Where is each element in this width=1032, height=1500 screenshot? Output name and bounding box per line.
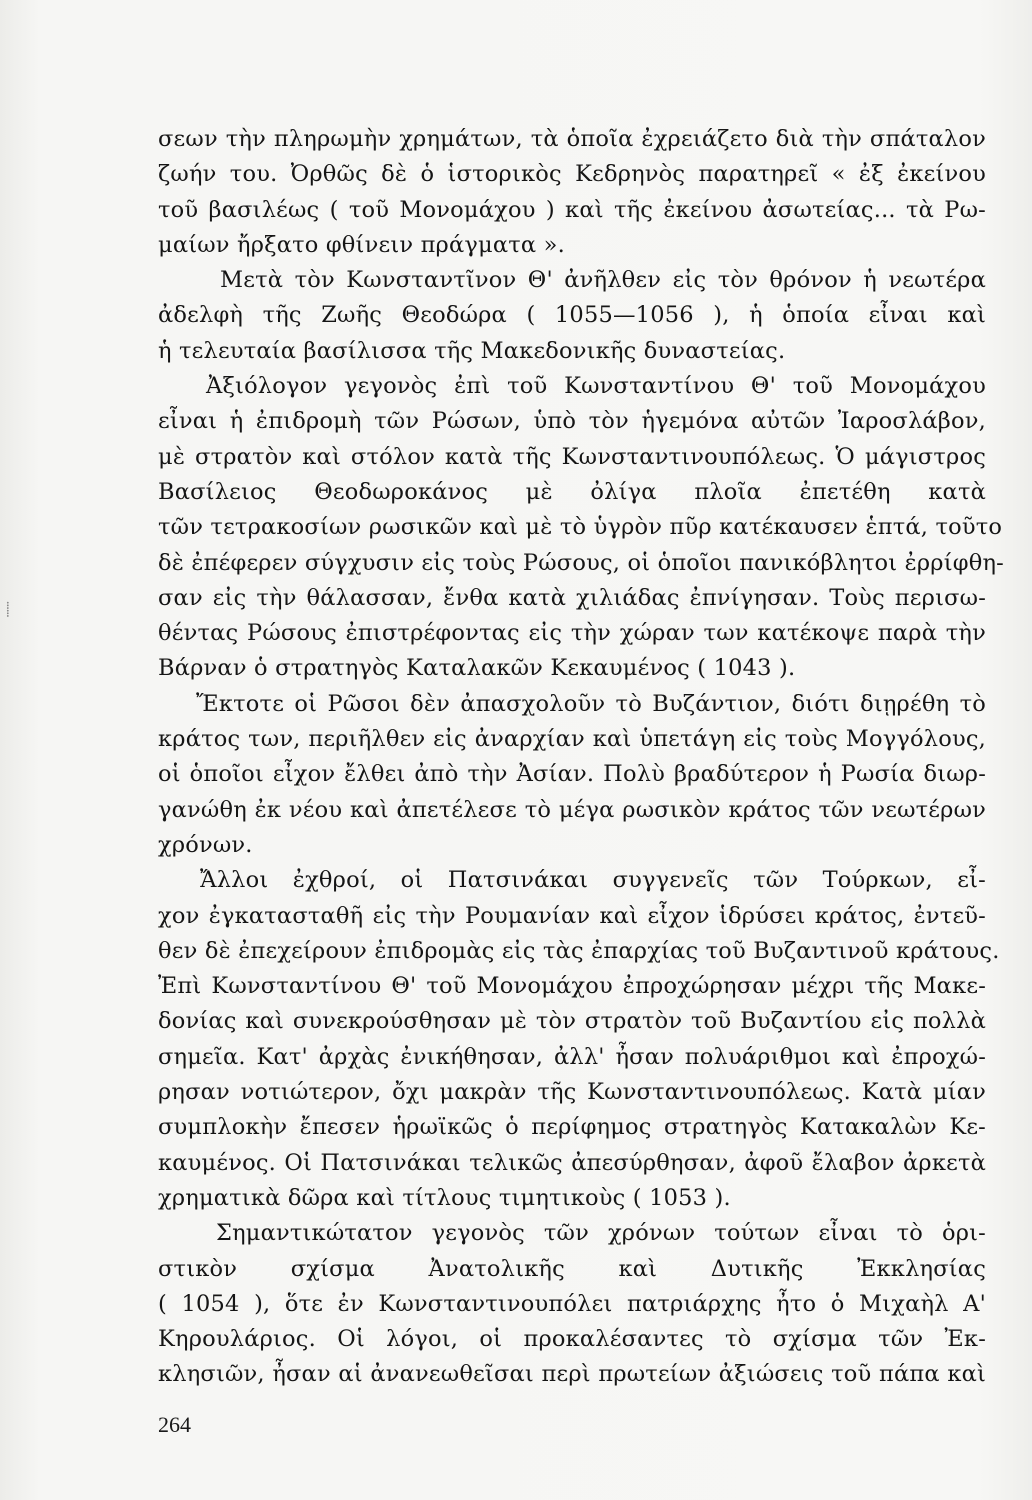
text-line: εἶναι ἡ ἐπιδρομὴ τῶν Ρώσων, ὑπὸ τὸν ἡγεμόνα αὐτῶν Ἰαροσλάβον, (158, 408, 986, 435)
text-line: χρηματικὰ δῶρα καὶ τίτλους τιμητικοὺς ( 1053 ). (158, 1184, 731, 1211)
text-line: ζωήν του. Ὀρθῶς δὲ ὁ ἱστορικὸς Κεδρηνὸς παρατηρεῖ « ἐξ ἐκείνου (158, 161, 986, 188)
text-line: κλησιῶν, ἦσαν αἱ ἀνανεωθεῖσαι περὶ πρωτείων ἀξιώσεις τοῦ πάπα καὶ (158, 1361, 986, 1388)
text-line: Σημαντικώτατον γεγονὸς τῶν χρόνων τούτων εἶναι τὸ ὁρι- (216, 1220, 986, 1247)
text-line: Βάρναν ὁ στρατηγὸς Καταλακῶν Κεκαυμένος ( 1043 ). (158, 655, 796, 682)
margin-mark-decoration: ⸽ (6, 602, 10, 618)
text-line: κράτος των, περιῆλθεν εἰς ἀναρχίαν καὶ ὑπετάγη εἰς τοὺς Μογγόλους, (158, 726, 986, 753)
text-line: Ἄλλοι ἐχθροί, οἱ Πατσινάκαι συγγενεῖς τῶν Τούρκων, εἶ- (200, 867, 986, 894)
text-line: θεν δὲ ἐπεχείρουν ἐπιδρομὰς εἰς τὰς ἐπαρχίας τοῦ Βυζαντινοῦ κράτους. (158, 937, 1000, 964)
text-line: γανώθη ἐκ νέου καὶ ἀπετέλεσε τὸ μέγα ρωσικὸν κράτος τῶν νεωτέρων (158, 796, 986, 823)
text-line: ἀδελφὴ τῆς Ζωῆς Θεοδώρα ( 1055—1056 ), ἡ ὁποία εἶναι καὶ (158, 302, 986, 329)
text-line: Ἐπὶ Κωνσταντίνου Θ' τοῦ Μονομάχου ἐπροχώρησαν μέχρι τῆς Μακε- (158, 973, 986, 1000)
text-line: ἡ τελευταία βασίλισσα τῆς Μακεδονικῆς δυναστείας. (158, 337, 786, 364)
text-line: δὲ ἐπέφερεν σύγχυσιν εἰς τοὺς Ρώσους, οἱ ὁποῖοι πανικόβλητοι ἐρρίφθη- (158, 549, 1004, 576)
text-line: μαίων ἤρξατο φθίνειν πράγματα ». (158, 231, 565, 258)
text-line: θέντας Ρώσους ἐπιστρέφοντας εἰς τὴν χώραν των κατέκοψε παρὰ τὴν (158, 620, 986, 647)
body-text (158, 122, 1004, 1393)
text-line: μὲ στρατὸν καὶ στόλον κατὰ τῆς Κωνσταντινουπόλεως. Ὁ μάγιστρος (158, 443, 986, 470)
page-number: 264 (158, 1412, 191, 1437)
text-line: Ἔκτοτε οἱ Ρῶσοι δὲν ἀπασχολοῦν τὸ Βυζάντιον, διότι διῃρέθη τὸ (196, 690, 986, 717)
text-line: συμπλοκὴν ἔπεσεν ἡρωϊκῶς ὁ περίφημος στρατηγὸς Κατακαλὼν Κε- (158, 1114, 986, 1141)
text-line: Μετὰ τὸν Κωνσταντῖνον Θ' ἀνῆλθεν εἰς τὸν θρόνον ἡ νεωτέρα (220, 267, 986, 294)
text-line: οἱ ὁποῖοι εἶχον ἔλθει ἀπὸ τὴν Ἀσίαν. Πολὺ βραδύτερον ἡ Ρωσία διωρ- (158, 761, 986, 788)
text-line: ρησαν νοτιώτερον, ὄχι μακρὰν τῆς Κωνσταντινουπόλεως. Κατὰ μίαν (158, 1079, 986, 1106)
text-line: σαν εἰς τὴν θάλασσαν, ἔνθα κατὰ χιλιάδας ἐπνίγησαν. Τοὺς περισω- (158, 584, 986, 611)
text-line: δονίας καὶ συνεκρούσθησαν μὲ τὸν στρατὸν τοῦ Βυζαντίου εἰς πολλὰ (158, 1008, 986, 1035)
text-line: τοῦ βασιλέως ( τοῦ Μονομάχου ) καὶ τῆς ἐκείνου ἀσωτείας... τὰ Ρω- (158, 196, 986, 223)
text-line: τῶν τετρακοσίων ρωσικῶν καὶ μὲ τὸ ὑγρὸν πῦρ κατέκαυσεν ἑπτά, τοῦτο (158, 514, 1003, 541)
text-line: ( 1054 ), ὅτε ἐν Κωνσταντινουπόλει πατριάρχης ἦτο ὁ Μιχαὴλ Α' (158, 1290, 986, 1317)
text-line: Βασίλειος Θεοδωροκάνος μὲ ὀλίγα πλοῖα ἐπετέθη κατὰ (158, 478, 986, 505)
text-line: χον ἐγκατασταθῆ εἰς τὴν Ρουμανίαν καὶ εἶχον ἱδρύσει κράτος, ἐντεῦ- (158, 902, 986, 929)
text-line: χρόνων. (158, 831, 253, 858)
text-line: Ἀξιόλογον γεγονὸς ἐπὶ τοῦ Κωνσταντίνου Θ' τοῦ Μονομάχου (206, 373, 986, 400)
text-line: σεων τὴν πληρωμὴν χρημάτων, τὰ ὁποῖα ἐχρειάζετο διὰ τὴν σπάταλον (158, 126, 986, 152)
text-line: σημεῖα. Κατ' ἀρχὰς ἐνικήθησαν, ἀλλ' ἦσαν πολυάριθμοι καὶ ἐπροχώ- (158, 1043, 986, 1070)
text-line: Κηρουλάριος. Οἱ λόγοι, οἱ προκαλέσαντες τὸ σχίσμα τῶν Ἐκ- (158, 1326, 986, 1353)
text-line: στικὸν σχίσμα Ἀνατολικῆς καὶ Δυτικῆς Ἐκκλησίας (158, 1255, 986, 1282)
text-line: καυμένος. Οἱ Πατσινάκαι τελικῶς ἀπεσύρθησαν, ἀφοῦ ἔλαβον ἀρκετὰ (158, 1149, 986, 1176)
